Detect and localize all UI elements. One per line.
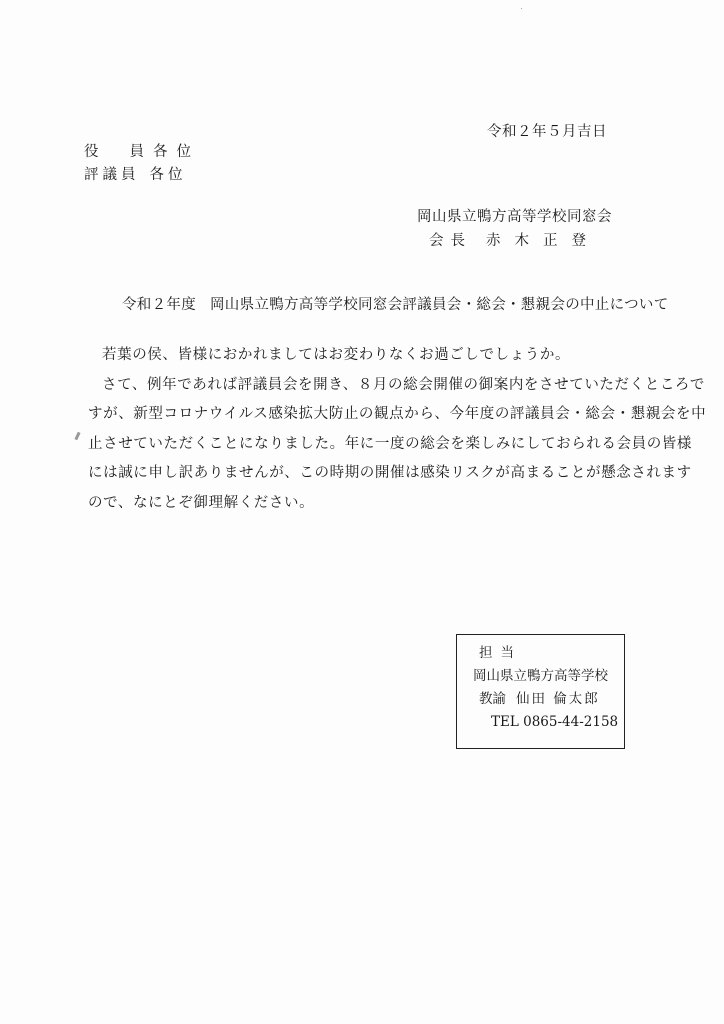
document-subject bbox=[122, 293, 669, 314]
scan-speck bbox=[521, 8, 522, 9]
body-line: 若葉の侯、皆様におかれましてはお変わりなくお過ごしでしょうか。 bbox=[102, 347, 571, 363]
sender-president bbox=[417, 229, 612, 253]
contact-school: 岡山県立鴨方高等学校 bbox=[473, 668, 608, 684]
recipient-councilors bbox=[84, 164, 200, 187]
scan-speck bbox=[74, 432, 80, 441]
subject-prefix: 令和２年度 bbox=[122, 297, 196, 313]
sender-organization: 岡山県立鴨方高等学校同窓会 bbox=[417, 209, 612, 225]
recipient-rest: 各位 bbox=[149, 167, 187, 183]
contact-box bbox=[456, 634, 625, 749]
document-body bbox=[88, 341, 707, 518]
body-line: すが、新型コロナウイルス感染拡大防止の観点から、今年度の評議員会・総会・懇親会を中 bbox=[88, 406, 707, 422]
recipients-block bbox=[84, 141, 200, 187]
body-line: ので、なにとぞ御理解ください。 bbox=[88, 494, 315, 511]
sender-name: 赤木正登 bbox=[486, 233, 600, 249]
body-paragraph bbox=[88, 341, 640, 371]
contact-tel: TEL 0865-44-2158 bbox=[491, 714, 619, 730]
body-line: 止させていただくことになりました。年に一度の総会を楽しみにしておられる会員の皆様 bbox=[88, 435, 692, 452]
recipient-officers bbox=[84, 141, 200, 164]
contact-heading: 担当 bbox=[479, 645, 522, 661]
sender-block bbox=[417, 205, 612, 253]
contact-teacher-title: 教諭 bbox=[479, 691, 506, 707]
body-line: さて、例年であれば評議員会を開き、８月の総会開催の御案内をさせていただくところで bbox=[102, 376, 705, 393]
sender-title: 会長 bbox=[429, 233, 472, 249]
body-paragraph bbox=[88, 371, 707, 519]
contact-teacher-name: 仙田 倫太郎 bbox=[516, 691, 600, 707]
recipient-prefix: 役 bbox=[84, 144, 108, 160]
contact-teacher bbox=[473, 688, 624, 711]
subject-text: 岡山県立鴨方高等学校同窓会評議員会・総会・懇親会の中止について bbox=[210, 297, 669, 313]
document-date: 令和２年５月吉日 bbox=[487, 124, 607, 140]
body-line: には誠に申し訳ありませんが、この時期の開催は感染リスクが高まることが懸念されます bbox=[88, 465, 692, 481]
recipient-prefix: 評議員 bbox=[84, 167, 140, 183]
recipient-rest: 員各位 bbox=[129, 144, 200, 160]
